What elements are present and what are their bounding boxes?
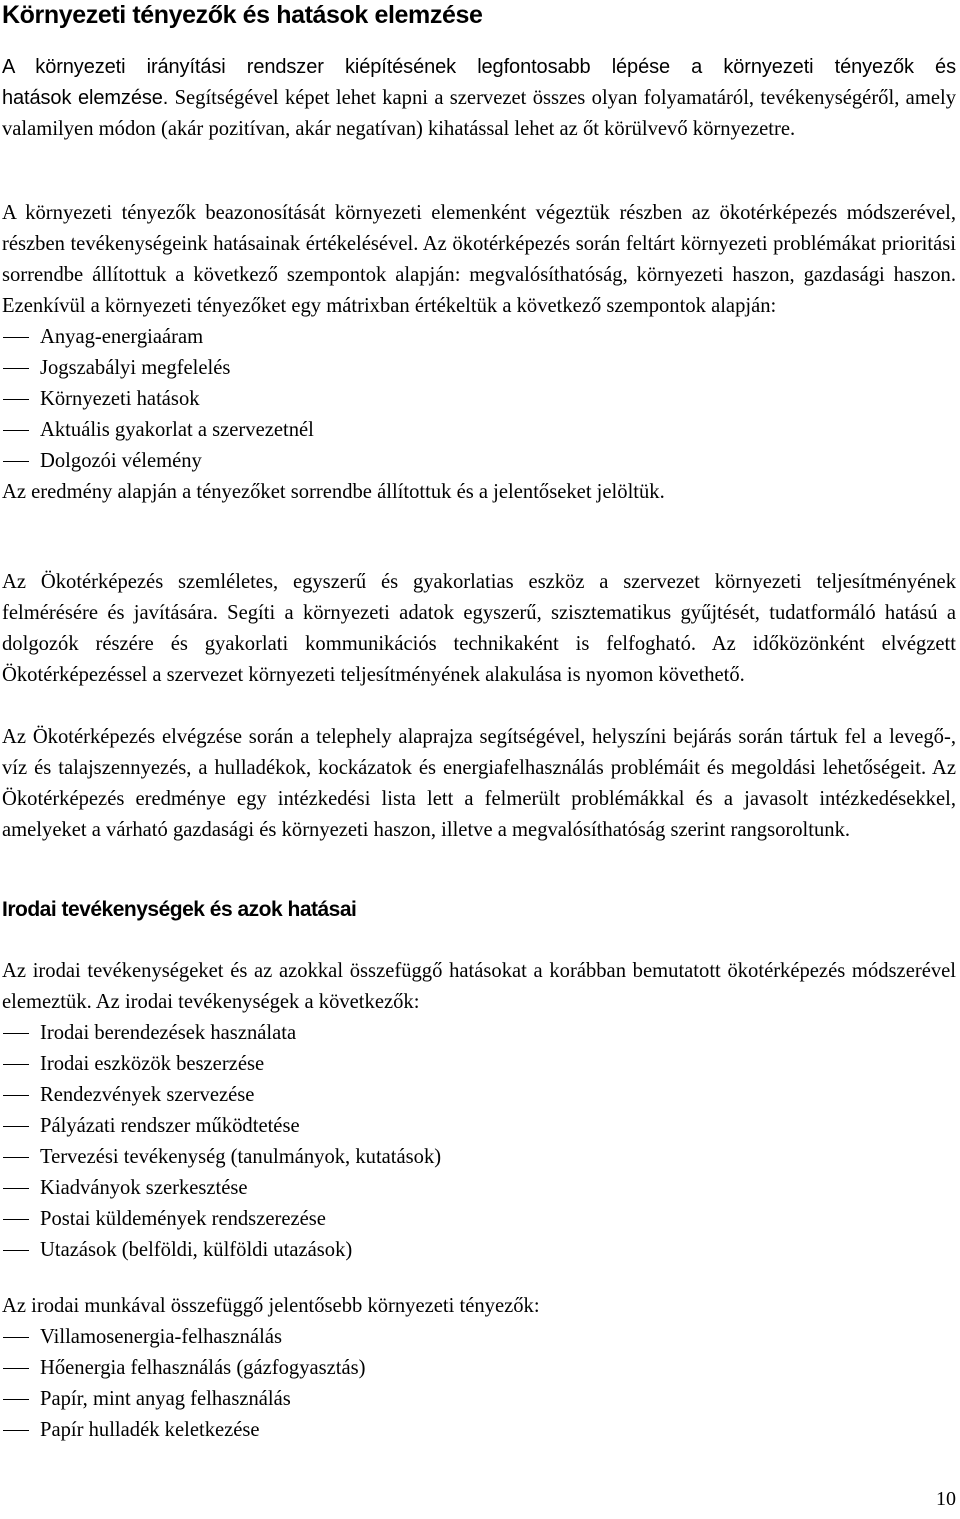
criteria-item: Környezeti hatások — [2, 384, 956, 415]
activity-item: Kiadványok szerkesztése — [2, 1173, 956, 1204]
identification-section — [2, 198, 956, 508]
factors-section — [2, 1291, 956, 1446]
factor-item: Papír, mint anyag felhasználás — [2, 1384, 956, 1415]
office-activities-list — [2, 1018, 956, 1266]
page-number: 10 — [936, 1488, 956, 1510]
activity-item: Irodai eszközök beszerzése — [2, 1049, 956, 1080]
office-paragraph: Az irodai tevékenységeket és az azokkal összefüggő hatásokat a korábban bemutatott ökotérképezés módszerével elemeztük. Az irodai tevékenységek a következők: — [2, 960, 956, 1013]
criteria-item: Aktuális gyakorlat a szervezetnél — [2, 415, 956, 446]
intro-paragraph — [2, 52, 956, 145]
execution-paragraph-block — [2, 722, 956, 846]
result-sentence: Az eredmény alapján a tényezőket sorrendbe állítottuk és a jelentőseket jelöltük. — [2, 481, 665, 503]
criteria-item: Dolgozói vélemény — [2, 446, 956, 477]
activity-item: Irodai berendezések használata — [2, 1018, 956, 1049]
ecomapping-paragraph: Az Ökotérképezés szemléletes, egyszerű és gyakorlatias eszköz a szervezet környezeti teljesítményének felmérésére és javítására. Segíti a környezeti adatok egyszerű, szisztematikus gyűjtését, tudatformáló hatású a dolgozók részére és gyakorlati kommunikációs technikaként is felfogható. Az időközönként elvégzett Ökotérképezéssel a szervezet környezeti teljesítményének alakulása is nyomon követhető. — [2, 571, 956, 686]
activity-item: Utazások (belföldi, külföldi utazások) — [2, 1235, 956, 1266]
ecomapping-paragraph-block — [2, 567, 956, 691]
section-subtitle: Irodai tevékenységek és azok hatásai — [2, 898, 357, 921]
activity-item: Pályázati rendszer működtetése — [2, 1111, 956, 1142]
intro-rest: Segítségével képet lehet kapni a szervezet összes olyan folyamatáról, tevékenységéről, amely valamilyen módon (akár pozitívan, akár negatívan) kihatással lehet az őt körülvevő környezetre. — [2, 87, 956, 140]
activity-item: Tervezési tevékenység (tanulmányok, kutatások) — [2, 1142, 956, 1173]
activity-item: Rendezvények szervezése — [2, 1080, 956, 1111]
activity-item: Postai küldemények rendszerezése — [2, 1204, 956, 1235]
office-section — [2, 956, 956, 1266]
identification-paragraph: A környezeti tényezők beazonosítását környezeti elemenként végeztük részben az ökotérképezés módszerével, részben tevékenységeink hatásainak értékelésével. Az ökotérképezés során feltárt környezeti problémákat prioritási sorrendbe állítottuk a következő szempontok alapján: megvalósíthatóság, környezeti haszon, gazdasági haszon. Ezenkívül a környezeti tényezőket egy mátrixban értékeltük a következő szempontok alapján: — [2, 202, 956, 317]
page-title: Környezeti tényezők és hatások elemzése — [2, 1, 483, 29]
factor-item: Villamosenergia-felhasználás — [2, 1322, 956, 1353]
intro-body — [2, 83, 956, 145]
intro-line-1: A környezeti irányítási rendszer kiépítésének legfontosabb lépése a környezeti tényezők és — [2, 56, 956, 78]
criteria-item: Jogszabályi megfelelés — [2, 353, 956, 384]
criteria-list — [2, 322, 956, 477]
office-factors-list — [2, 1322, 956, 1446]
factors-intro: Az irodai munkával összefüggő jelentősebb környezeti tényezők: — [2, 1295, 540, 1317]
factor-item: Papír hulladék keletkezése — [2, 1415, 956, 1446]
criteria-item: Anyag-energiaáram — [2, 322, 956, 353]
factor-item: Hőenergia felhasználás (gázfogyasztás) — [2, 1353, 956, 1384]
execution-paragraph: Az Ökotérképezés elvégzése során a telephely alaprajza segítségével, helyszíni bejárás során tártuk fel a levegő-, víz és talajszennyezés, a hulladékok, kockázatok és energiafelhasználás problémáit és megoldási lehetőségeit. Az Ökotérképezés eredménye egy intézkedési lista lett a felmerült problémákkal és a javasolt intézkedésekkel, amelyeket a várható gazdasági és környezeti haszon, illetve a megvalósíthatóság szerint rangsoroltunk. — [2, 726, 956, 841]
intro-line-2: hatások elemzése. — [2, 87, 169, 109]
